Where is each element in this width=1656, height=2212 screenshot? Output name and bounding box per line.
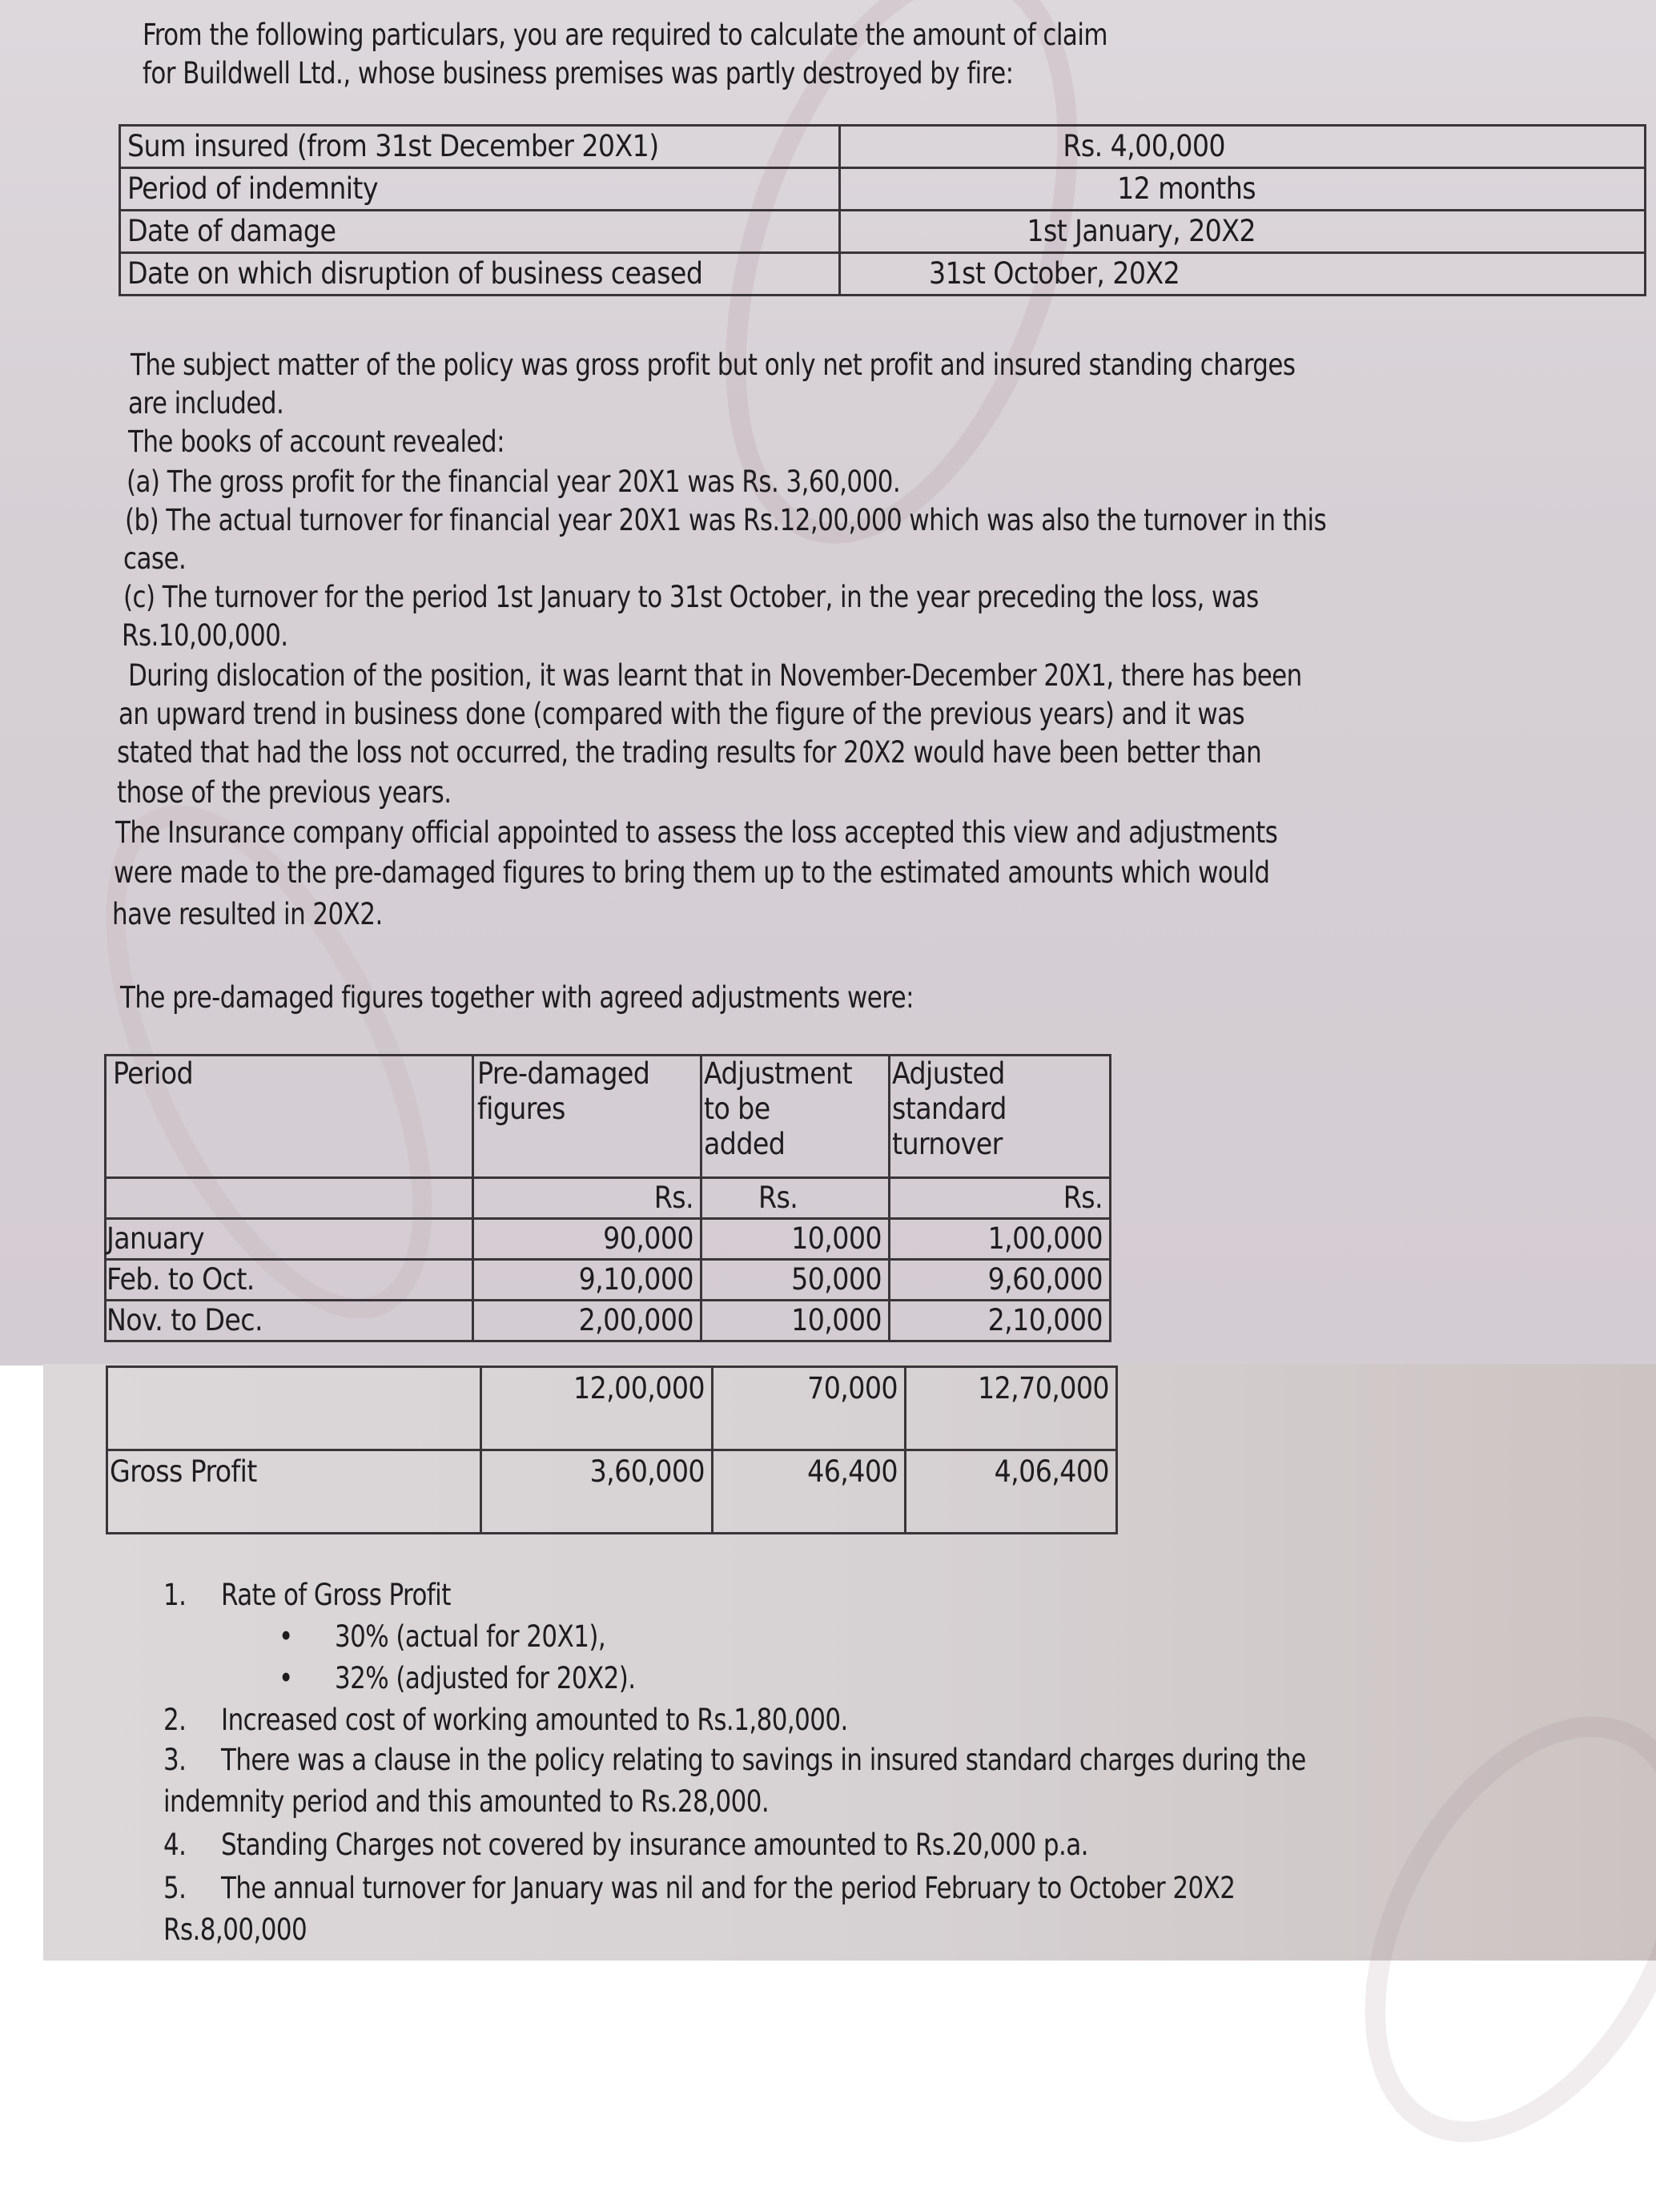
watermark-stroke — [1297, 1661, 1656, 2198]
gross-profit-std: 4,06,400 — [906, 1450, 1117, 1534]
particulars-value: 12 months — [840, 168, 1646, 211]
dislocation-line-2: an upward trend in business done (compared with the figure of the previous years) and it was — [119, 697, 1245, 731]
table-intro: The pre-damaged figures together with agreed adjustments were: — [120, 980, 914, 1015]
fact-5-line-2: Rs.8,00,000 — [163, 1912, 307, 1947]
particulars-label: Date on which disruption of business ceased — [120, 253, 840, 296]
policy-subject-line-1: The subject matter of the policy was gross profit but only net profit and insured standing charges — [131, 348, 1296, 382]
fact-3-line-2: indemnity period and this amounted to Rs.28,000. — [163, 1784, 770, 1819]
fact-5-number: 5. — [163, 1871, 187, 1905]
std-cell: 2,10,000 — [890, 1301, 1111, 1341]
fact-4-number: 4. — [163, 1828, 187, 1862]
turnover-row-nov-dec — [106, 1301, 1111, 1341]
insurer-line-3: have resulted in 20X2. — [112, 897, 383, 931]
fact-3-number: 3. — [163, 1743, 187, 1777]
gross-profit-label: Gross Profit — [107, 1450, 481, 1534]
turnover-header-row — [106, 1056, 1111, 1178]
total-label — [107, 1367, 481, 1450]
particulars-label: Date of damage — [120, 211, 840, 253]
fact-1-number: 1. — [163, 1578, 187, 1612]
std-cell: 1,00,000 — [890, 1219, 1111, 1260]
particulars-value: 1st January, 20X2 — [840, 211, 1646, 253]
particulars-row — [120, 168, 1646, 211]
intro-line-1: From the following particulars, you are required to calculate the amount of claim — [143, 18, 1107, 52]
fact-4-text: Standing Charges not covered by insurance amounted to Rs.20,000 p.a. — [221, 1828, 1088, 1862]
dislocation-line-1: During dislocation of the position, it was learnt that in November-December 20X1, there has been — [128, 658, 1302, 693]
fact-1-bullet-2: 32% (adjusted for 20X2). — [335, 1661, 636, 1695]
pre-cell: 90,000 — [473, 1219, 701, 1260]
fact-1-bullet-1: 30% (actual for 20X1), — [335, 1619, 606, 1654]
header-adjusted-standard: Adjusted standard turnover — [890, 1056, 1111, 1178]
particulars-label: Period of indemnity — [120, 168, 840, 211]
bullet-icon: • — [279, 1661, 293, 1695]
particulars-row — [120, 253, 1646, 296]
turnover-row-january — [106, 1219, 1111, 1260]
header-adjustment: Adjustment to be added — [701, 1056, 890, 1178]
policy-subject-line-2: are included. — [128, 386, 284, 420]
total-adj: 70,000 — [713, 1367, 906, 1450]
item-c-line-2: Rs.10,00,000. — [122, 618, 288, 653]
fact-2-text: Increased cost of working amounted to Rs.1,80,000. — [221, 1703, 848, 1737]
pre-cell: 2,00,000 — [473, 1301, 701, 1341]
bullet-icon: • — [279, 1619, 293, 1654]
turnover-row-feb-oct — [106, 1260, 1111, 1301]
fact-5-line-1: The annual turnover for January was nil and for the period February to October 20X2 — [221, 1871, 1236, 1905]
adj-cell: 10,000 — [701, 1219, 890, 1260]
unit-std: Rs. — [890, 1178, 1111, 1219]
dislocation-line-4: those of the previous years. — [117, 775, 452, 810]
gross-profit-row — [107, 1450, 1117, 1534]
unit-adj: Rs. — [701, 1178, 890, 1219]
fact-2-number: 2. — [163, 1703, 187, 1737]
gross-profit-adj: 46,400 — [713, 1450, 906, 1534]
item-b-line-1: (b) The actual turnover for financial year 20X1 was Rs.12,00,000 which was also the turnover in this — [125, 503, 1327, 537]
insurer-line-1: The Insurance company official appointed to assess the loss accepted this view and adjustments — [115, 815, 1278, 850]
header-period: Period — [106, 1056, 473, 1178]
units-row — [106, 1178, 1111, 1219]
particulars-value: 31st October, 20X2 — [840, 253, 1646, 296]
item-a: (a) The gross profit for the financial year 20X1 was Rs. 3,60,000. — [127, 465, 901, 499]
intro-line-2: for Buildwell Ltd., whose business premises was partly destroyed by fire: — [143, 56, 1014, 90]
item-b-line-2: case. — [123, 541, 187, 576]
particulars-label: Sum insured (from 31st December 20X1) — [120, 126, 840, 168]
total-row — [107, 1367, 1117, 1450]
totals-table — [106, 1365, 1118, 1534]
pre-cell: 9,10,000 — [473, 1260, 701, 1301]
header-pre-damaged: Pre-damaged figures — [473, 1056, 701, 1178]
period-cell: January — [106, 1219, 473, 1260]
total-std: 12,70,000 — [906, 1367, 1117, 1450]
turnover-table — [104, 1054, 1111, 1342]
gross-profit-pre: 3,60,000 — [481, 1450, 713, 1534]
unit-pre: Rs. — [473, 1178, 701, 1219]
item-c-line-1: (c) The turnover for the period 1st January to 31st October, in the year preceding the loss, was — [123, 580, 1259, 614]
total-pre: 12,00,000 — [481, 1367, 713, 1450]
particulars-value: Rs. 4,00,000 — [840, 126, 1646, 168]
adj-cell: 10,000 — [701, 1301, 890, 1341]
fact-1-text: Rate of Gross Profit — [221, 1578, 451, 1612]
period-cell: Feb. to Oct. — [106, 1260, 473, 1301]
period-cell: Nov. to Dec. — [106, 1301, 473, 1341]
insurer-line-2: were made to the pre-damaged figures to bring them up to the estimated amounts which would — [114, 855, 1270, 890]
particulars-table — [119, 124, 1646, 296]
particulars-row — [120, 211, 1646, 253]
adj-cell: 50,000 — [701, 1260, 890, 1301]
particulars-row — [120, 126, 1646, 168]
fact-3-line-1: There was a clause in the policy relating to savings in insured standard charges during the — [221, 1743, 1306, 1777]
books-revealed: The books of account revealed: — [128, 424, 504, 459]
units-empty — [106, 1178, 473, 1219]
dislocation-line-3: stated that had the loss not occurred, the trading results for 20X2 would have been better than — [117, 735, 1262, 770]
std-cell: 9,60,000 — [890, 1260, 1111, 1301]
